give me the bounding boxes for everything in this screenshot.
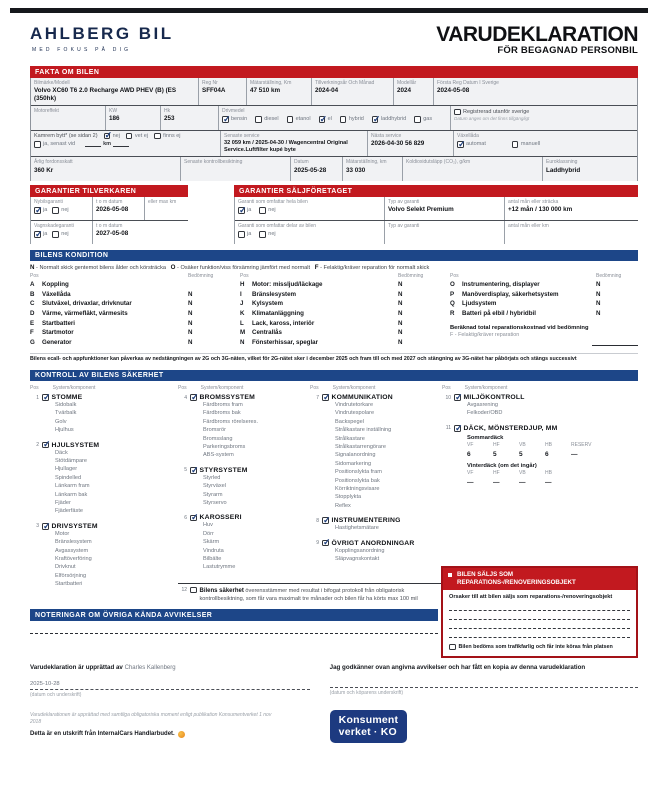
kondition-row: E Startbatteri N [30, 319, 230, 329]
tyre-depth-value: — [493, 479, 500, 487]
section-bilens-kondition: BILENS KONDITION [30, 250, 638, 262]
kondition-row: D Värme, värmefläkt, värmesits N [30, 309, 230, 319]
group-miljokontroll: 10 ✓ MILJÖKONTROLL Avgasrening Felkoder/OBD [442, 394, 638, 418]
repair-cost-input-line[interactable] [592, 338, 638, 346]
kondition-row: H Motor: missljud/läckage N [240, 280, 440, 290]
safety-item: Lastutrymme [203, 564, 236, 571]
buyer-signature-line[interactable] [330, 687, 638, 688]
nybilsgaranti-tom-datum: t o m datum 2026-05-08 [93, 197, 145, 220]
section-garanti-saljforetag: GARANTIER SÄLJFÖRETAGET [234, 185, 638, 197]
checkbox-icon[interactable] [34, 231, 41, 238]
field-fordonsskatt: Årlig fordonsskatt 360 Kr [31, 157, 181, 181]
garanti-delar-antal: antal mån eller km [508, 222, 549, 229]
safety-item: Motor [55, 530, 70, 537]
checkbox-icon[interactable] [42, 442, 49, 449]
garanti-hela-ja[interactable]: ✓ ja [238, 207, 251, 214]
kondition-row: O Instrumentering, displayer N [450, 280, 638, 290]
kondition-row: G Generator N [30, 338, 230, 348]
garanti-delar-nej[interactable]: nej [259, 231, 275, 238]
kondition-grade: N [398, 319, 403, 327]
checkbox-icon[interactable] [454, 394, 461, 401]
internalcars-icon [178, 731, 185, 738]
group-bromssystem: 4 ✓ BROMSSYSTEM Färdbroms fram Färdbroms bak Färdbroms rörelseres. Bromsrör Bromsslang Parkeringsbroms ABS-system [178, 394, 310, 460]
kondition-grade: N [188, 290, 193, 298]
drivmedel-options [222, 116, 447, 123]
kondition-row: Q Ljudsystem N [450, 299, 638, 309]
section-kontroll-sakerhet: KONTROLL AV BILENS SÄKERHET [30, 370, 638, 382]
tyre-winter-col: VF — [467, 469, 493, 488]
safety-col-2: Pos System/komponent 4 ✓ BROMSSYSTEM Färdbroms fram Färdbroms bak Färdbroms rörelseres. Bromsrör Bromsslang Parkeringsbroms ABS-system 5 ✓ STYRSYSTEM Styrled Styrväxel Styrarm Styrservo 6 ✓ KAROSSERI Huv Dörr Skärm Vindruta Bilbälte Lastutrymme [178, 385, 310, 579]
checkbox-icon[interactable] [259, 231, 266, 238]
buyer-signature-block [310, 664, 638, 743]
garanti-delar-typ: Typ av garanti [385, 221, 505, 244]
checkbox-icon[interactable] [104, 133, 111, 140]
field-vaxellada: Växellåda ✓ automat manuell [454, 131, 637, 156]
checkbox-icon[interactable] [238, 231, 245, 238]
checkbox-icon[interactable] [222, 116, 229, 123]
document-title: VARUDEKLARATION [436, 23, 638, 46]
kondition-grade [188, 280, 230, 290]
drivmedel-option[interactable] [222, 116, 247, 123]
group-ovriga-anordningar: 9 ✓ ÖVRIGT ANORDNINGAR Kopplingsanordning Släpvagnskontakt [310, 540, 442, 564]
fakta-row-3 [31, 131, 637, 157]
safety-item: Avgassystem [55, 547, 89, 554]
tyre-summer-col: HB 6 [545, 441, 571, 460]
group-drivsystem: 3 ✓ DRIVSYSTEM Motor Bränslesystem Avgassystem Kraftöverföring Drivknut Elförsörjning Startbatteri [30, 523, 178, 589]
checkbox-icon[interactable] [42, 394, 49, 401]
signature-date: 2025-10-28 [30, 680, 60, 687]
checkbox-icon[interactable] [255, 116, 262, 123]
vagnskadegaranti-nej[interactable]: nej [52, 231, 68, 238]
safety-item: Sidobalk [55, 402, 77, 409]
field-forsta-reg-datum: Första Reg Datum I Sverige 2024-05-08 [434, 78, 637, 105]
print-note: Detta är en utskrift från InternalCars Handlarbudet. [30, 731, 310, 738]
seller-signature-line[interactable] [30, 689, 310, 690]
group-stomme: 1 ✓ STOMME Sidobalk Tvärbalk Golv Hjulhus [30, 394, 178, 435]
safety-item: Kraftöverföring [55, 555, 92, 562]
kondition-grade: N [188, 300, 193, 308]
kondition-row: A Koppling [30, 280, 230, 290]
kondition-grade: N [398, 281, 403, 289]
safety-item: Bilbälte [203, 555, 222, 562]
nybilsgaranti-ja[interactable]: ✓ ja [34, 207, 47, 214]
tyre-depth-value: — [519, 479, 526, 487]
kondition-row: L Lack, kaross, interiör N [240, 319, 440, 329]
tyre-depth-value: — [467, 479, 474, 487]
drivmedel-option[interactable] [255, 116, 278, 123]
safety-item: Positionslykta fram [335, 469, 382, 476]
noteringar-section [30, 609, 438, 634]
field-besiktning-km: Mätarställning, km 33 030 [343, 157, 403, 181]
checkbox-icon[interactable] [287, 116, 294, 123]
garanti-section [30, 185, 638, 244]
kamrem-option[interactable] [126, 133, 148, 140]
checkbox-icon[interactable] [322, 517, 329, 524]
checkbox-icon[interactable] [190, 467, 197, 474]
checkbox-icon[interactable] [190, 394, 197, 401]
field-tillverkningsar: Tillverkningsår Och Månad 2024-04 [312, 78, 394, 105]
repair-reason-line[interactable] [449, 611, 630, 620]
garanti-tillverkare [30, 185, 188, 244]
safety-item: Backspegel [335, 418, 364, 425]
safety-item: Tvärbalk [55, 410, 77, 417]
checkbox-icon[interactable] [52, 207, 59, 214]
checkbox-icon[interactable] [259, 207, 266, 214]
checkbox-icon[interactable] [457, 141, 464, 148]
fakta-row-4 [31, 157, 637, 181]
kondition-row: P Manöverdisplay, säkerhetsystem N [450, 290, 638, 300]
kamrem-ja-option[interactable] [34, 141, 75, 148]
safety-item: Elförsörjning [55, 572, 87, 579]
drivmedel-option[interactable] [319, 116, 332, 123]
kamrem-option-label: nej [112, 132, 120, 139]
field-besiktning-datum: Datum 2025-05-28 [291, 157, 343, 181]
field-matarstallning: Mätarställning, Km 47 510 km [247, 78, 312, 105]
field-registrerad-utanfor-sverige [451, 106, 637, 130]
tyre-depth-value: 6 [545, 450, 549, 458]
section-garanti-tillverkare: GARANTIER TILVERKAREN [30, 185, 188, 197]
checkbox-icon[interactable] [512, 141, 519, 148]
safety-item: Hjullager [55, 466, 78, 473]
kamrem-option-label: vet ej [134, 132, 149, 139]
safety-item: Länkarm bak [55, 491, 88, 498]
safety-item: Vindruta [203, 547, 224, 554]
safety-item: Hjulhus [55, 427, 74, 434]
checkbox-icon[interactable] [454, 109, 461, 116]
safety-item: Bromsrör [203, 427, 226, 434]
safety-col-3: Pos System/komponent 7 ✓ KOMMUNIKATION Vindrutetorkare Vindrutespolare Backspegel Strålkastare inställning Strålkastare Strålkastarrengörare Signalanordning Sidomarkering Positionslykta fram Positionslykta bak Körriktningsvisare Stopplykta Reflex 8 ✓ INSTRUMENTERING Hastighetsmätare 9 ✓ ÖVRIGT ANORDNINGAR Kopplingsanordning Släpvagnskontakt [310, 385, 442, 579]
drivmedel-option[interactable] [372, 116, 406, 123]
kondition-row: R Batteri på elbil / hybridbil N [450, 309, 638, 319]
garanti-hela-bilen-row: Garanti som omfattar hela bilen ✓ ja nej Typ av garanti Volvo Selekt Premium antal mån eller sträcka +12 mån / 130 000 km [235, 197, 638, 221]
safety-item: Hastighetsmätare [335, 525, 379, 532]
safety-item: Fjäderfäste [55, 508, 83, 515]
buyer-signature-caption: (datum och köparens underskrift) [329, 689, 404, 696]
vaxellada-option-label: automat [466, 141, 486, 148]
tyre-depth-value: 5 [493, 450, 497, 458]
fakta-grid [30, 78, 638, 182]
kondition-grade: N [398, 300, 403, 308]
safety-item: Länkarm fram [55, 483, 90, 490]
group-kommunikation: 7 ✓ KOMMUNIKATION Vindrutetorkare Vindrutespolare Backspegel Strålkastare inställning Strålkastare Strålkastarrengörare Signalanordning Sidomarkering Positionslykta fram Positionslykta bak Körriktningsvisare Stopplykta Reflex [310, 394, 442, 510]
section-noteringar: NOTERINGAR OM ÖVRIGA KÄNDA AVVIKELSER [30, 609, 438, 621]
nybilsgaranti-nej[interactable]: nej [52, 207, 68, 214]
safety-item: Släpvagnskontakt [335, 555, 380, 562]
kamrem-label: Kamrem bytt* (se sidan 2) [34, 132, 98, 139]
tyre-winter-col: VB — [519, 469, 545, 488]
kondition-footnote: Bilens ecall- och appfunktioner kan påverkas av nedstängningen av 2G och 3G-näten, vilket för 2G-nätet sker i december 2025 och fram till och med 2027 och stängning av 3G-nätet har påbörjats och stängs successivt [30, 353, 638, 363]
safety-item: Avgasrening [467, 402, 498, 409]
repair-reason-line[interactable] [449, 629, 630, 638]
safety-item: Styrled [203, 474, 221, 481]
field-drivmedel: Drivmedel ✓ bensin diesel etanol ✓ el hybrid ✓ laddhybrid gas [219, 106, 451, 130]
checkbox-icon[interactable] [126, 133, 133, 140]
vaxellada-option[interactable] [457, 141, 486, 148]
garanti-saljforetag [234, 185, 638, 244]
drivmedel-option-label: laddhybrid [380, 116, 407, 123]
checkbox-icon[interactable] [34, 207, 41, 214]
registrerad-option[interactable] [454, 109, 529, 116]
disclaimer-text: Varudeklarationen är upprättad med samtliga obligatoriska moment enligt publikation Konsumentverket 1 nov 2018 [30, 711, 272, 726]
checkbox-icon[interactable] [34, 141, 41, 148]
garanti-hela-antal: antal mån eller sträcka +12 mån / 130 000 km [508, 198, 573, 214]
tyre-summer-col: HF 5 [493, 441, 519, 460]
safety-item: Drivknut [55, 564, 76, 571]
kondition-grade: N [596, 290, 601, 298]
safety-item: Skärm [203, 539, 220, 546]
vagnskadegaranti-tom-datum: t o m datum 2027-05-08 [96, 222, 129, 238]
safety-item: Sidomarkering [335, 460, 372, 467]
safety-item: Färdbroms bak [203, 410, 241, 417]
safety-item-12: 12 Bilens säkerhet överensstämmer med resultat i bifogat protokoll från obligatorisk kontrollbesiktning, som får vara maximalt tre månader och bilen får ha körts max 100 mil [181, 586, 418, 602]
kondition-grade: N [398, 329, 403, 337]
top-rule [10, 8, 648, 13]
drivmedel-option[interactable] [414, 116, 432, 123]
kamrem-options [104, 133, 187, 140]
checkbox-icon[interactable] [190, 515, 197, 522]
garanti-delar-ja[interactable]: ja [238, 231, 251, 238]
checkbox-icon[interactable] [42, 523, 49, 530]
field-motoreffekt: Motoreffekt [31, 106, 106, 130]
drivmedel-option-label: el [327, 116, 332, 123]
kondition-col-3: Pos Bedömning O Instrumentering, displayer N P Manöverdisplay, säkerhetsystem N Q Ljudsystem N R Batteri på elbil / hybridbil N Beräknad total reparationskostnad vid bedömning F - Felaktig/kräver reparation [450, 273, 638, 347]
field-kontrollbesiktning: Senaste kontrollbesiktning [181, 157, 291, 181]
kondition-row: B Växellåda N [30, 290, 230, 300]
seller-signature-block [30, 664, 310, 743]
checkbox-icon[interactable] [322, 540, 329, 547]
konsumentverket-logo: Konsument verket · KO [330, 710, 408, 743]
checkbox-icon[interactable] [449, 644, 456, 651]
safety-item: Stopplykta [335, 494, 362, 501]
seller-signature-caption: (datum och underskrift) [30, 691, 82, 698]
made-by-line: Varudeklaration är upprättad av Charles Kallenberg [30, 663, 176, 671]
group-dack-monsterdjup: 11 ✓ DÄCK, MÖNSTERDJUP, MM Sommardäck VF 6 HF 5 VB 5 HB 6 RESERV — Vinterdäck (om det ingår) VF — HF — VB — HB — [442, 425, 638, 489]
tyre-depth-value: 5 [519, 450, 523, 458]
safety-item: Positionslykta bak [335, 477, 380, 484]
drivmedel-option[interactable] [287, 116, 311, 123]
registrerad-label: Registrerad utanför sverige [463, 108, 530, 115]
checkbox-icon[interactable] [322, 394, 329, 401]
safety-item: Signalanordning [335, 452, 376, 459]
kamrem-ja-label: ja, senast vid [43, 141, 76, 148]
tyre-winter-col: HF — [493, 469, 519, 488]
safety-item: Strålkastare [335, 435, 365, 442]
checkbox-icon[interactable] [190, 587, 197, 594]
kondition-row: M Centrallås N [240, 328, 440, 338]
nybilsgaranti-row: Nybilsgaranti ✓ ja nej t o m datum 2026-05-08 eller max km [31, 197, 188, 221]
checkbox-icon[interactable] [52, 231, 59, 238]
tyre-depth-value: — [545, 479, 552, 487]
repair-object-body: Orsaker till att bilen säljs som reparations-/renoveringsobjekt [449, 593, 613, 600]
safety-item: Huv [203, 522, 213, 529]
safety-item: Däck [55, 449, 68, 456]
checkbox-icon[interactable] [154, 133, 161, 140]
kamrem-km-input-line2[interactable] [113, 142, 129, 147]
safety-item: Styrservo [203, 500, 227, 506]
checkbox-icon[interactable] [340, 116, 347, 123]
document-subtitle: FÖR BEGAGNAD PERSONBIL [497, 45, 638, 56]
safety-item: Spindelled [55, 474, 82, 481]
safety-item: Bränslesystem [55, 539, 92, 546]
kamrem-option-label: finns ej [163, 132, 181, 139]
group-styrsystem: 5 ✓ STYRSYSTEM Styrled Styrväxel Styrarm Styrservo [178, 467, 310, 508]
kamrem-option[interactable] [154, 133, 180, 140]
document-title-block [436, 24, 638, 56]
safety-item: Golv [55, 418, 67, 425]
repair-object-title: BILEN SÄLJS SOM REPARATIONS-/RENOVERINGSOBJEKT [443, 568, 636, 590]
repair-cost-block: Beräknad total reparationskostnad vid bedömning F - Felaktig/kräver reparation [450, 325, 638, 346]
dealer-logo-tagline: MED FOKUS PÅ DIG [32, 47, 132, 53]
kamrem-ja-row [34, 141, 217, 148]
checkbox-icon[interactable] [454, 425, 461, 432]
kondition-row: J Kylsystem N [240, 299, 440, 309]
field-nasta-service: Nästa service 2026-04-30 56 829 [368, 131, 454, 156]
safety-item: Fjäder [55, 500, 71, 506]
kondition-grade: N [188, 319, 193, 327]
checkbox-icon[interactable] [319, 116, 326, 123]
drivmedel-option-label: hybrid [348, 116, 364, 123]
drivmedel-option-label: gas [423, 116, 433, 123]
safety-item: Vindrutespolare [335, 410, 375, 417]
kondition-col-1: Pos Bedömning A Koppling B Växellåda N C Slutväxel, drivaxlar, drivknutar N D Värme, värmefläkt, värmesits N E Startbatteri N F Startmotor N G Generator N [30, 273, 230, 347]
safety-item: Parkeringsbroms [203, 444, 246, 451]
field-co2: Koldioxidutsläpp (CO₂), g/km [403, 157, 543, 181]
kondition-grade: N [398, 310, 403, 318]
vagnskadegaranti-ja[interactable]: ✓ ja [34, 231, 47, 238]
signature-area [30, 664, 638, 743]
fakta-row-2 [31, 106, 637, 131]
fakta-row-1 [31, 78, 637, 106]
group-karosseri: 6 ✓ KAROSSERI Huv Dörr Skärm Vindruta Bilbälte Lastutrymme [178, 514, 310, 571]
garanti-hela-typ: Typ av garanti Volvo Selekt Premium [385, 197, 505, 220]
buyer-approval-text: Jag godkänner ovan angivna avvikelser och har fått en kopia av denna varudeklaration [329, 663, 586, 671]
safety-item: Kopplingsanordning [335, 547, 385, 554]
safety-col-1: Pos System/komponent 1 ✓ STOMME Sidobalk Tvärbalk Golv Hjulhus 2 ✓ HJULSYSTEM Däck Stötdämpare Hjullager Spindelled Länkarm fram Länkarm bak Fjäder Fjäderfäste 3 ✓ DRIVSYSTEM Motor Bränslesystem Avgassystem Kraftöverföring Drivknut Elförsörjning Startbatteri [30, 385, 178, 603]
lower-area [30, 370, 638, 650]
group-instrumentering: 8 ✓ INSTRUMENTERING Hastighetsmätare [310, 517, 442, 532]
kondition-grade: N [398, 290, 403, 298]
field-bilmarke-modell: Bilmärke/Modell Volvo XC60 T6 2.0 Recharge AWD PHEV (B) (ES (350hk) [31, 78, 199, 105]
kondition-col-2: Pos Bedömning H Motor: missljud/läckage N I Bränslesystem N J Kylsystem N K Klimatanläggning N L Lack, kaross, interiör N M Centrallås N N Fönsterhissar, speglar N [240, 273, 440, 347]
vaxellada-option-label: manuell [520, 141, 541, 148]
safety-item: Reflex [335, 502, 351, 509]
safety-item: Dörr [203, 530, 214, 537]
field-reg-nr: Reg Nr SFF04A [199, 78, 247, 105]
kondition-grade: N [188, 338, 193, 346]
safety-item: ABS-system [203, 452, 234, 459]
drivmedel-option-label: diesel [264, 116, 279, 123]
noteringar-input-line[interactable] [30, 633, 438, 634]
safety-item: Strålkastarrengörare [335, 444, 386, 451]
drivmedel-option[interactable] [340, 116, 364, 123]
repair-reason-line[interactable] [449, 602, 630, 611]
field-euroklassning: Euroklassning Laddhybrid [543, 157, 637, 181]
vagnskadegaranti-row: Vagnskadegaranti ✓ ja nej t o m datum 2027-05-08 [31, 221, 188, 244]
trafikfarlig-option[interactable]: Bilen bedöms som trafikfarlig och får inte köras från platsen [449, 644, 630, 651]
vaxellada-options [457, 141, 634, 148]
dealer-logo-name: AHLBERG BIL [30, 24, 174, 43]
kondition-grade: N [596, 281, 601, 289]
safety-col-4: Pos System/komponent 10 ✓ MILJÖKONTROLL Avgasrening Felkoder/OBD 11 ✓ DÄCK, MÖNSTERDJUP, MM Sommardäck VF 6 HF 5 VB 5 HB 6 RESERV — Vinterdäck (om det ingår) VF — HF — VB — HB — [442, 385, 638, 603]
garanti-delar-row: Garanti som omfattar delar av bilen ja nej Typ av garanti antal mån eller km [235, 221, 638, 244]
kondition-legend: N - Normalt skick gentemot bilens ålder och körsträcka O - Osäker funktion/viss försämring jämfört med normalt F - Felaktig/kräver reparation för normalt skick [30, 264, 430, 272]
tyre-summer-col: RESERV — [571, 441, 597, 460]
safety-item: Felkoder/OBD [467, 410, 503, 417]
kondition-row: K Klimatanläggning N [240, 309, 440, 319]
vaxellada-option[interactable] [512, 141, 540, 148]
kondition-row: I Bränslesystem N [240, 290, 440, 300]
kondition-grade: N [398, 338, 403, 346]
safety-item: Styrarm [203, 491, 223, 498]
tyre-depths: Sommardäck VF 6 HF 5 VB 5 HB 6 RESERV — Vinterdäck (om det ingår) VF — HF — VB — HB — [442, 435, 638, 489]
tyre-depth-value: — [571, 450, 578, 458]
field-kamrem [31, 131, 221, 156]
field-senaste-service: Senaste service 32 059 km / 2025-04-30 / Wagencentral Original Service.Luftfilter kupé byte [221, 131, 368, 156]
tyre-summer-col: VB 5 [519, 441, 545, 460]
safety-item: Vindrutetorkare [335, 402, 374, 409]
tyre-winter-col: HB — [545, 469, 571, 488]
kondition-grade: N [596, 300, 601, 308]
safety-item: Körriktningsvisare [335, 486, 380, 492]
repair-object-box [441, 566, 638, 658]
safety-item: Bromsslang [203, 435, 233, 442]
drivmedel-option-label: bensin [231, 116, 248, 123]
repair-reason-line[interactable] [449, 620, 630, 629]
kondition-row: C Slutväxel, drivaxlar, drivknutar N [30, 299, 230, 309]
group-hjulsystem: 2 ✓ HJULSYSTEM Däck Stötdämpare Hjullager Spindelled Länkarm fram Länkarm bak Fjäder Fjäderfäste [30, 442, 178, 516]
header [30, 24, 638, 56]
safety-item: Strålkastare inställning [335, 427, 392, 434]
tyre-summer-col: VF 6 [467, 441, 493, 460]
drivmedel-option-label: etanol [295, 116, 311, 123]
tyre-depth-value: 6 [467, 450, 471, 458]
safety-middle [178, 385, 442, 603]
checkbox-icon[interactable] [414, 116, 421, 123]
kondition-row: F Startmotor N [30, 328, 230, 338]
kondition-grade: N [188, 310, 193, 318]
garanti-hela-nej[interactable]: nej [259, 207, 275, 214]
field-kw: KW 186 [106, 106, 161, 130]
registrerad-note: Datum anges om det finns tillgängligt [454, 116, 530, 122]
section-fakta-om-bilen: FAKTA OM BILEN [30, 66, 638, 78]
kamrem-km-input-line[interactable] [85, 142, 101, 147]
safety-item: Startbatteri [55, 581, 83, 588]
kondition-row: N Fönsterhissar, speglar N [240, 338, 440, 348]
kamrem-km-suffix: km [103, 141, 112, 148]
nybilsgaranti-max-km: eller max km [148, 198, 177, 205]
kamrem-option[interactable] [104, 133, 120, 140]
checkbox-icon[interactable] [372, 116, 379, 123]
divider-line [178, 583, 442, 584]
made-by-name: Charles Kallenberg [124, 664, 176, 671]
kondition-grade: N [596, 310, 601, 318]
kondition-table [30, 273, 638, 347]
dealer-logo [30, 24, 174, 53]
safety-item: Färdbroms fram [203, 402, 243, 409]
field-hk: Hk 253 [161, 106, 219, 130]
safety-item: Färdbroms rörelseres. [203, 418, 259, 425]
checkbox-icon[interactable] [238, 207, 245, 214]
safety-item: Styrväxel [203, 483, 227, 490]
field-modellar: Modellår 2024 [394, 78, 434, 105]
safety-item: Stötdämpare [55, 458, 88, 465]
kondition-grade: N [188, 329, 193, 337]
